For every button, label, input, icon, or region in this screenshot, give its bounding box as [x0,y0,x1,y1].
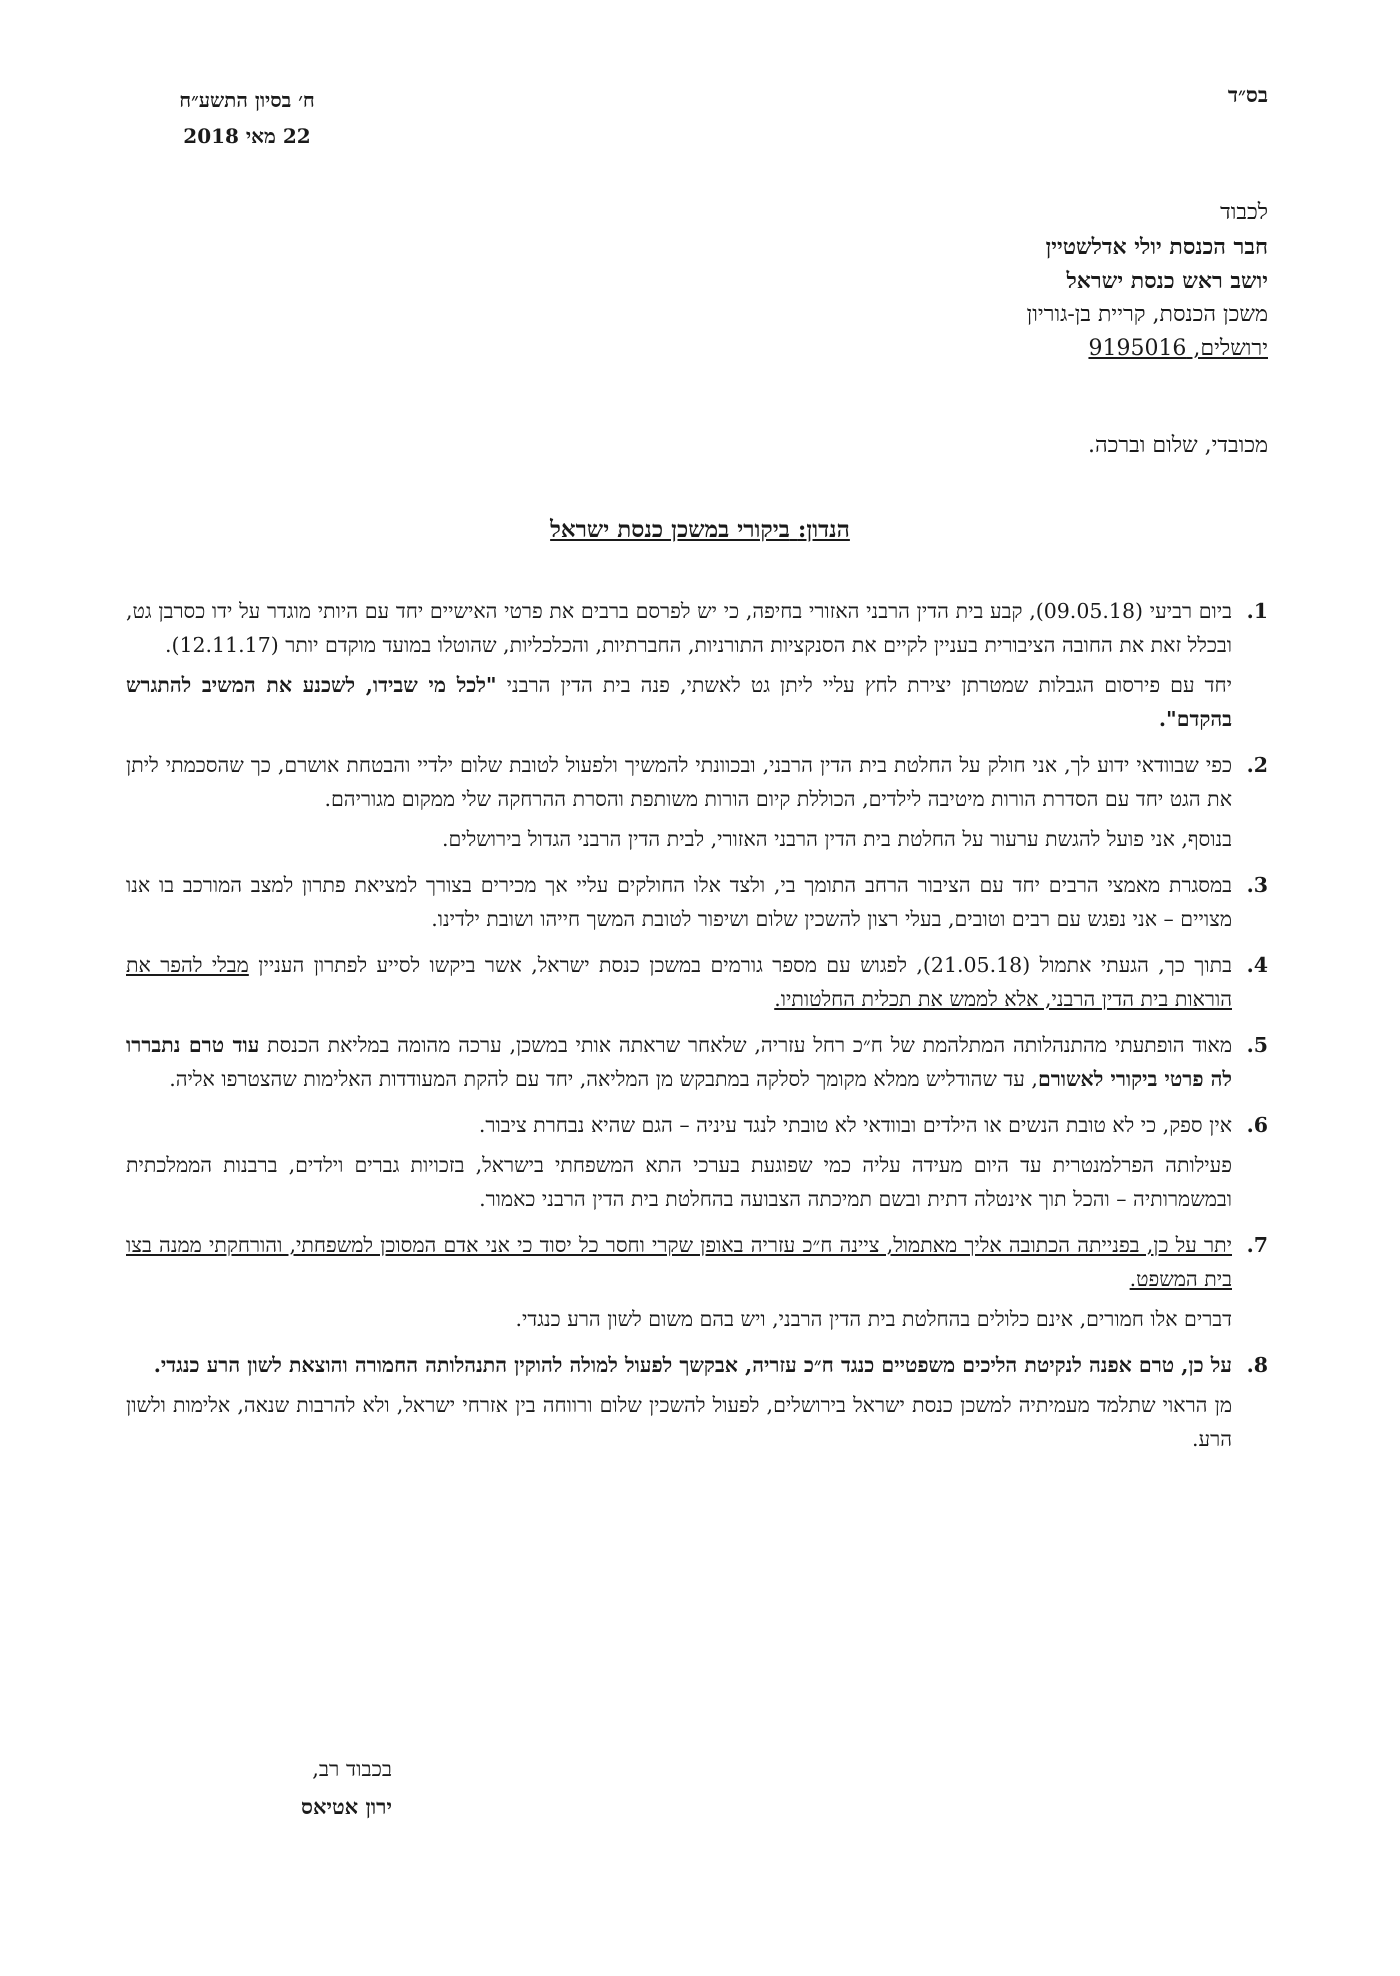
item-number: 2. [1246,753,1268,777]
paragraph: יחד עם פירסום הגבלות שמטרתן יצירת לחץ עליי ליתן גט לאשתי, פנה בית הדין הרבני "לכל מי שבידו, לשכנע את המשיב להתגרש בהקדם". [126,673,1232,731]
paragraph: בנוסף, אני פועל להגשת ערעור על החלטת בית הדין הרבני האזורי, לבית הדין הרבני הגדול בירושלים. [442,827,1232,851]
list-item [126,748,1268,862]
list-item [126,1108,1268,1222]
item-number: 1. [1246,599,1268,623]
paragraph: על כן, טרם אפנה לנקיטת הליכים משפטיים כנגד ח״כ עזריה, אבקשך לפעול למולה להוקין התנהלותה החמורה והוצאת לשון הרע כנגדי. [153,1353,1232,1377]
recipient-address: משכן הכנסת, קריית בן-גוריון [1026,302,1268,327]
recipient-to: לכבוד [1220,200,1268,225]
paragraph: במסגרת מאמצי הרבים יחד עם הציבור הרחב התומך בי, ולצד אלו החולקים עליי אך מכירים בצורך למציאת פתרון למצב המורכב בו אנו מצויים – אני נפגש עם רבים וטובים, בעלי רצון להשכין שלום ושיפור לטובת המשך חייהו ושובת ילדינו. [126,873,1232,931]
paragraph: בתוך כך, הגעתי אתמול (21.05.18), לפגוש עם מספר גורמים במשכן כנסת ישראל, אשר ביקשו לסייע לפתרון העניין מבלי להפר את הוראות בית הדין הרבני, אלא לממש את תכלית החלטותיו. [126,953,1232,1011]
paragraph: מאוד הופתעתי מהתנהלותה המתלהמת של ח״כ רחל עזריה, שלאחר שראתה אותי במשכן, ערכה מהומה במליאת הכנסת עוד טרם נתבררו לה פרטי ביקורי לאשורם, עד שהודליש ממלא מקומך לסלקה במתבקש מן המליאה, יחד עם להקת המעודדות האלימות שהצטרפו אליה. [126,1033,1232,1091]
recipient-city: ירושלים, 9195016 [1088,336,1268,361]
item-number: 4. [1246,953,1268,977]
subject-label: הנדון: [797,516,850,543]
paragraph: דברים אלו חמורים, אינם כלולים בהחלטת בית הדין הרבני, ויש בהם משום לשון הרע כנגדי. [515,1307,1232,1331]
gregorian-date: 22 מאי 2018 [183,124,311,148]
item-number: 5. [1246,1033,1268,1057]
recipient-block [1027,196,1268,366]
list-item [126,594,1268,742]
signature-name: ירון אטיאס [301,1794,392,1819]
recipient-title: יושב ראש כנסת ישראל [1066,268,1268,294]
hebrew-date: ח׳ בסיון התשע״ח [179,88,315,112]
item-number: 3. [1246,873,1268,897]
greeting: מכובדי, שלום וברכה. [1087,433,1268,458]
item-number: 6. [1246,1113,1268,1137]
list-item [126,868,1268,942]
subject-text: ביקורי במשכן כנסת ישראל [550,516,790,543]
list-item [126,1348,1268,1462]
list-item [126,1228,1268,1342]
recipient-name: חבר הכנסת יולי אדלשטיין [1045,234,1268,260]
paragraph: אין ספק, כי לא טובת הנשים או הילדים ובוודאי לא טובתי לנגד עיניה – הגם שהיא נבחרת ציבור. [478,1113,1232,1137]
paragraph: יתר על כן, בפנייתה הכתובה אליך מאתמול, ציינה ח״כ עזריה באופן שקרי וחסר כל יסוד כי אני אדם המסוכן למשפחתי, והורחקתי ממנה בצו בית המשפט. [126,1233,1232,1291]
letter-body [126,594,1268,1468]
closing-regards: בכבוד רב, [312,1757,392,1781]
paragraph: ביום רביעי (09.05.18), קבע בית הדין הרבני האזורי בחיפה, כי יש לפרסם ברבים את פרטי האישיים יחד עם היותי מוגדר על ידו כסרבן גט, ובכלל זאת את החובה הציבורית בעניין לקיים את הסנקציות התורניות, החברתיות, והכלכליות, שהוטלו במועד מוקדם יותר (12.11.17). [126,599,1233,657]
item-number: 7. [1246,1233,1268,1257]
date-block [132,82,362,154]
besd-mark: בס״ד [1227,82,1268,107]
list-item [126,948,1268,1022]
subject-line [0,516,1400,543]
paragraph: כפי שבוודאי ידוע לך, אני חולק על החלטת בית הדין הרבני, ובכוונתי להמשיך ולפעול לטובת שלום ילדיי והבטחת אושרם, כך שהסכמתי ליתן את הגט יחד עם הסדרת הורות מיטיבה לילדים, הכוללת קיום הורות משותפת והסרת ההרחקה שלי ממקום מגוריהם. [126,753,1232,811]
paragraph: פעילותה הפרלמנטרית עד היום מעידה עליה כמי שפוגעת בערכי התא המשפחתי בישראל, בזכויות גברים וילדים, ברבנות הממלכתית ובמשמרותיה – והכל תוך אינטלה דתית ובשם תמיכתה הצבועה בהחלטת בית הדין הרבני כאמור. [126,1153,1232,1211]
paragraph: מן הראוי שתלמד מעמיתיה למשכן כנסת ישראל בירושלים, לפעול להשכין שלום ורווחה בין אזרחי ישראל, ולא להרבות שנאה, אלימות ולשון הרע. [126,1393,1232,1451]
list-item [126,1028,1268,1102]
item-number: 8. [1246,1353,1268,1377]
closing-block [132,1750,392,1826]
